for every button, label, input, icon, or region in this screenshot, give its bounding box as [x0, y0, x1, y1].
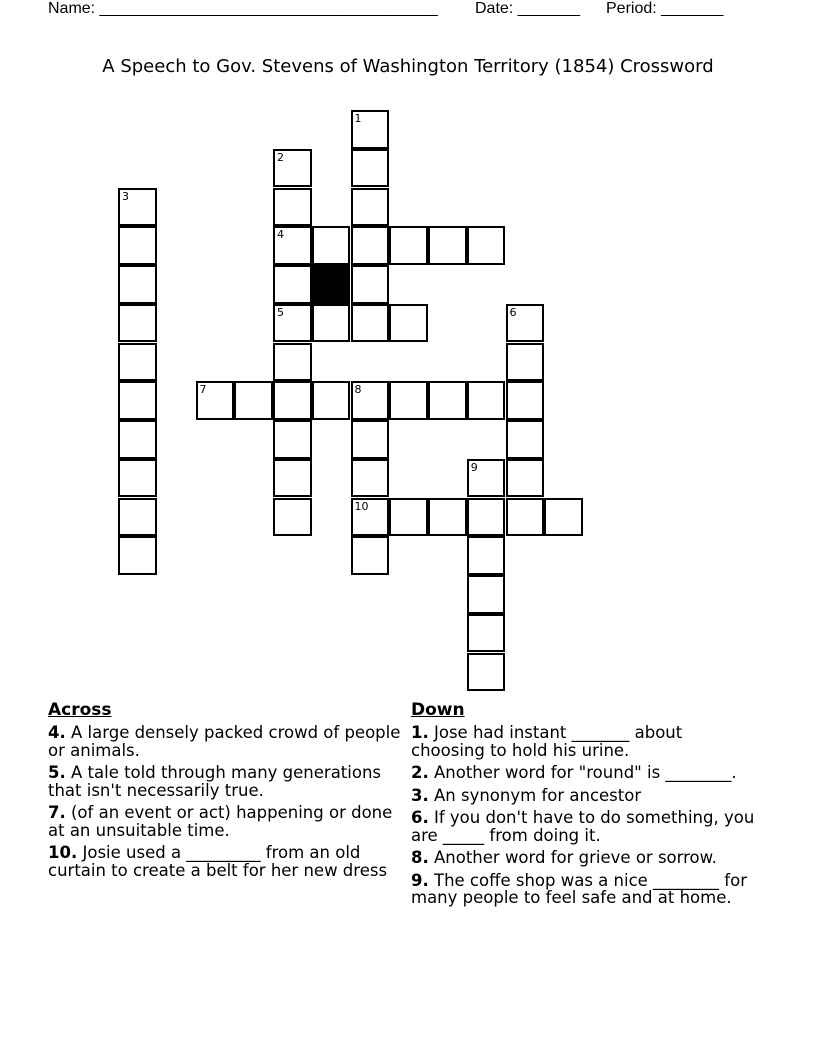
clue-number: 2. [411, 763, 429, 782]
grid-cell[interactable] [351, 420, 390, 459]
grid-cell[interactable] [196, 381, 235, 420]
clue-number: 5 [277, 305, 284, 319]
grid-cell[interactable] [351, 536, 390, 575]
clue-number: 3 [122, 189, 129, 203]
grid-cell[interactable] [389, 226, 428, 265]
clue-number: 7. [48, 803, 66, 822]
grid-cell[interactable] [389, 381, 428, 420]
grid-cell[interactable] [273, 304, 312, 343]
grid-cell[interactable] [273, 265, 312, 304]
grid-cell[interactable] [118, 226, 157, 265]
grid-cell[interactable] [273, 459, 312, 498]
grid-cell[interactable] [544, 498, 583, 537]
across-heading: Across [48, 700, 112, 720]
grid-cell[interactable] [118, 459, 157, 498]
clue-number: 9. [411, 870, 429, 890]
grid-cell[interactable] [118, 381, 157, 420]
grid-cell[interactable] [428, 498, 467, 537]
clue-text: A tale told through many generations that isn't necessarily true. [48, 763, 382, 800]
grid-cell[interactable] [351, 498, 390, 537]
clue-number: 2 [277, 150, 284, 164]
grid-cell[interactable] [312, 226, 351, 265]
grid-cell[interactable] [467, 614, 506, 653]
down-clue [411, 849, 761, 867]
grid-cell[interactable] [118, 304, 157, 343]
grid-cell[interactable] [389, 498, 428, 537]
grid-cell[interactable] [273, 498, 312, 537]
grid-cell[interactable] [506, 304, 545, 343]
clue-number: 8. [411, 848, 429, 867]
grid-cell[interactable] [467, 381, 506, 420]
grid-cell[interactable] [273, 343, 312, 382]
grid-cell[interactable] [351, 304, 390, 343]
grid-cell[interactable] [273, 381, 312, 420]
across-clue [48, 844, 403, 879]
down-heading: Down [411, 700, 465, 720]
grid-cell[interactable] [273, 420, 312, 459]
grid-cell[interactable] [118, 343, 157, 382]
grid-cell[interactable] [467, 498, 506, 537]
grid-cell[interactable] [467, 459, 506, 498]
clue-text: Josie used a _________ from an old curtain to create a belt for her new dress [48, 843, 388, 880]
grid-cell[interactable] [312, 304, 351, 343]
grid-cell[interactable] [118, 536, 157, 575]
grid-cell[interactable] [506, 459, 545, 498]
across-clues [48, 700, 403, 884]
grid-cell[interactable] [118, 188, 157, 227]
clue-number: 10 [354, 499, 369, 513]
down-clue [411, 787, 761, 805]
across-clue [48, 764, 403, 799]
grid-cell[interactable] [428, 226, 467, 265]
clue-text: Jose had instant _______ about choosing to hold his urine. [411, 723, 683, 760]
grid-cell[interactable] [506, 420, 545, 459]
grid-cell[interactable] [118, 420, 157, 459]
grid-cell[interactable] [273, 188, 312, 227]
grid-cell[interactable] [506, 381, 545, 420]
grid-cell[interactable] [118, 265, 157, 304]
down-clue [411, 809, 761, 844]
clue-number: 10. [48, 843, 78, 862]
clue-number: 4. [48, 723, 66, 742]
grid-cell[interactable] [428, 381, 467, 420]
down-clue [411, 764, 761, 782]
grid-cell[interactable] [467, 226, 506, 265]
clue-number: 6 [509, 305, 517, 319]
clue-number: 8 [354, 383, 362, 397]
grid-cell[interactable] [506, 498, 545, 537]
grid-cell[interactable] [351, 459, 390, 498]
clue-text: If you don't have to do something, you are _____ from doing it. [411, 808, 755, 845]
grid-cell[interactable] [467, 575, 506, 614]
grid-cell[interactable] [467, 653, 506, 692]
clue-number: 5. [48, 763, 66, 782]
grid-cell[interactable] [351, 149, 390, 188]
down-clue [411, 872, 761, 907]
grid-cell[interactable] [312, 381, 351, 420]
down-clue [411, 724, 761, 759]
grid-cell[interactable] [506, 343, 545, 382]
clue-number: 1 [354, 112, 362, 125]
clue-text: (of an event or act) happening or done at an unsuitable time. [48, 803, 393, 840]
page-title: A Speech to Gov. Stevens of Washington Territory (1854) Crossword [102, 56, 714, 77]
grid-cell[interactable] [351, 226, 390, 265]
clue-text: A large densely packed crowd of people or animals. [48, 723, 401, 760]
grid-cell[interactable] [351, 110, 390, 149]
grid-cell[interactable] [118, 498, 157, 537]
down-clues [411, 700, 761, 912]
clue-text: Another word for "round" is ________. [428, 763, 737, 782]
grid-cell[interactable] [234, 381, 273, 420]
across-clue [48, 724, 403, 759]
date-field[interactable]: Date: _______ [475, 0, 580, 17]
clue-text: The coffe shop was a nice ________ for many people to feel safe and at home. [411, 870, 747, 907]
across-clue [48, 804, 403, 839]
clue-text: Another word for grieve or sorrow. [428, 848, 717, 867]
clue-number: 6. [411, 808, 429, 827]
clue-number: 4 [277, 228, 284, 242]
grid-cell[interactable] [351, 381, 390, 420]
clue-number: 1. [411, 723, 429, 742]
grid-cell[interactable] [389, 304, 428, 343]
clue-number: 9 [470, 460, 478, 474]
clue-number: 7 [199, 383, 207, 397]
clue-number: 3. [411, 785, 429, 805]
clue-text: An synonym for ancestor [428, 785, 642, 805]
grid-cell[interactable] [351, 188, 390, 227]
blocked-cell [312, 265, 351, 304]
grid-cell[interactable] [273, 149, 312, 188]
grid-cell[interactable] [467, 536, 506, 575]
grid-cell[interactable] [273, 226, 312, 265]
grid-cell[interactable] [351, 265, 390, 304]
period-field[interactable]: Period: _______ [606, 0, 724, 17]
name-field[interactable]: Name: ______________________________________ [48, 0, 438, 17]
